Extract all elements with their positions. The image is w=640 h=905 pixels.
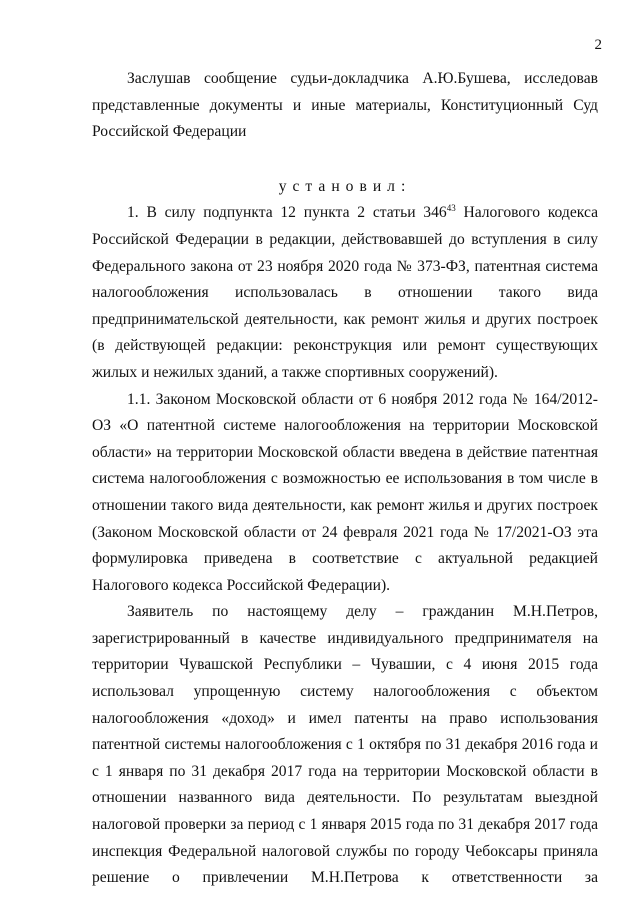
item-1-text-start: 1. В силу подпункта 12 пункта 2 статьи 346 <box>127 204 447 222</box>
decree-heading: установил: <box>278 177 412 195</box>
paragraph-applicant: Заявитель по настоящему делу – гражданин М.Н.Петров, зарегистрированный в качестве индивидуального предпринимателя на территории Чувашской Республики – Чувашии, с 4 июня 2015 года использовал упрощенную систему налогообложения с объектом налогообложения «доход» и имел патенты на право использования патентной системы налогообложения с 1 октября по 31 декабря 2016 года и с 1 января по 31 декабря 2017 года на территории Московской области в отношении названного вида деятельности. По результатам выездной налоговой проверки за период с 1 января 2015 года по 31 декабря 2017 года инспекция Федеральной налоговой службы по городу Чебоксары приняла решение о привлечении М.Н.Петрова к ответственности за <box>92 603 598 887</box>
paragraph-item-1-1: 1.1. Законом Московской области от 6 ноября 2012 года № 164/2012-ОЗ «О патентной системе налогообложения на территории Московской области» на территории Московской области введена в действие патентная система налогообложения с возможностью ее использования в том числе в отношении такого вида деятельности, как ремонт жилья и других построек (Законом Московской области от 24 февраля 2021 года № 17/2021-ОЗ эта формулировка приведена в соответствие с актуальной редакцией Налогового кодекса Российской Федерации). <box>92 390 598 594</box>
item-1-text-rest: Налогового кодекса Российской Федерации в редакции, действовавшей до вступления в силу Федерального закона от 23 ноября 2020 года № 373-ФЗ, патентная система налогообложения использовалась в отношении такого вида предпринимательской деятельности, как ремонт жилья и других построек (в действующей редакции: реконструкция или ремонт существующих жилых и нежилых зданий, а также спортивных сооружений). <box>92 204 598 381</box>
paragraph-item-1 <box>92 200 598 386</box>
document-body <box>92 66 598 892</box>
page-number: 2 <box>594 37 602 53</box>
article-superscript: 43 <box>446 203 456 214</box>
intro-paragraph: Заслушав сообщение судьи-докладчика А.Ю.Бушева, исследовав представленные документы и иные материалы, Конституционный Суд Российской Федерации <box>92 70 598 141</box>
